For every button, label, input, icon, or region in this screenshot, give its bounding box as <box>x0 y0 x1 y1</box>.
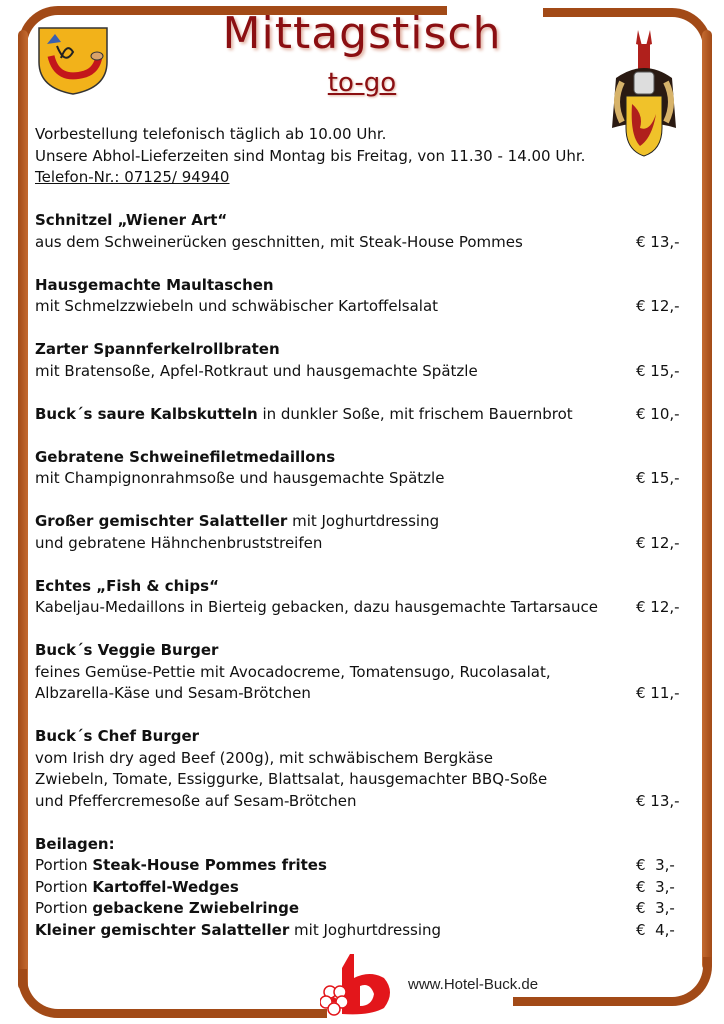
dish-name: Großer gemischter Salatteller <box>35 512 288 530</box>
intro-preorder: Vorbestellung telefonisch täglich ab 10.00 Uhr. <box>35 125 387 143</box>
dish-text: mit Bratensoße, Apfel-Rotkraut und hausgemachte Spätzle <box>35 361 478 380</box>
frame-border <box>18 969 327 1018</box>
side-dish-item <box>35 877 685 899</box>
side-dish-price: € 3,- <box>636 877 675 896</box>
dish-name: Hausgemachte Maultaschen <box>35 275 274 294</box>
website-link[interactable]: www.Hotel-Buck.de <box>408 976 539 993</box>
sides-heading-text: Beilagen: <box>35 834 115 853</box>
menu-item-description <box>35 662 685 684</box>
menu-item <box>35 275 685 318</box>
sides-heading <box>35 834 685 856</box>
dish-name: Buck´s Chef Burger <box>35 727 200 745</box>
menu-item-title <box>35 640 685 662</box>
dish-text: mit Schmelzzwiebeln und schwäbischer Kartoffelsalat <box>35 297 439 315</box>
dish-name: Gebratene Schweinefiletmedaillons <box>35 447 336 466</box>
menu-item-price: € 12,- <box>636 533 680 552</box>
menu-item-title <box>35 726 685 748</box>
dish-text: aus dem Schweinerücken geschnitten, mit Steak-House Pommes <box>35 232 523 251</box>
hotel-buck-logo-icon <box>320 952 395 1016</box>
menu-item-price: € 15,- <box>636 361 680 380</box>
menu-item-price: € 13,- <box>636 232 680 251</box>
menu-item-title <box>35 447 685 469</box>
menu-item-price: € 13,- <box>636 791 680 810</box>
menu-item-title <box>35 404 685 426</box>
frame-border <box>513 957 712 1006</box>
dish-name: Echtes „Fish & chips“ <box>35 576 219 595</box>
side-dish-text: mit Joghurtdressing <box>289 920 442 939</box>
side-dish-name: gebackene Zwiebelringe <box>92 899 300 917</box>
menu-item-title <box>35 275 685 297</box>
side-dish-item <box>35 898 685 920</box>
side-dish-price: € 3,- <box>636 856 675 874</box>
menu-list <box>35 210 685 812</box>
menu-item-title <box>35 511 685 533</box>
side-dish-text: Portion <box>35 877 93 896</box>
menu-item-title <box>35 210 685 232</box>
page-title: Mittagstisch <box>222 8 502 59</box>
menu-content <box>35 124 685 963</box>
dish-text: vom Irish dry aged Beef (200g), mit schwäbischem Bergkäse <box>35 748 493 767</box>
intro-hours: Unsere Abhol-Lieferzeiten sind Montag bis Freitag, von 11.30 - 14.00 Uhr. <box>35 146 586 165</box>
side-dish-name: Kleiner gemischter Salatteller <box>35 920 290 939</box>
menu-item-description <box>35 468 685 490</box>
menu-item-description <box>35 597 685 619</box>
dish-name: Schnitzel „Wiener Art“ <box>35 211 228 229</box>
dish-text: in dunkler Soße, mit frischem Bauernbrot <box>257 404 573 423</box>
menu-item-description <box>35 683 685 705</box>
menu-item <box>35 404 685 426</box>
page-subtitle: to-go <box>327 68 397 98</box>
dish-text: Albzarella-Käse und Sesam-Brötchen <box>35 684 311 702</box>
menu-item-price: € 11,- <box>636 684 680 702</box>
dish-name: Zarter Spannferkelrollbraten <box>35 340 280 358</box>
menu-item <box>35 511 685 554</box>
menu-item-price: € 15,- <box>636 469 680 487</box>
dish-text: mit Joghurtdressing <box>287 512 440 530</box>
menu-item-description <box>35 232 685 254</box>
dish-text: feines Gemüse-Pettie mit Avocadocreme, Tomatensugo, Rucolasalat, <box>35 662 551 681</box>
menu-item <box>35 576 685 619</box>
dish-text: Zwiebeln, Tomate, Essiggurke, Blattsalat, hausgemachter BBQ-Soße <box>35 770 548 788</box>
side-dish-text: Portion <box>35 856 93 874</box>
dish-name: Buck´s saure Kalbskutteln <box>35 404 258 423</box>
menu-item-description <box>35 791 685 813</box>
menu-item <box>35 640 685 705</box>
side-dish-text: Portion <box>35 899 93 917</box>
menu-item-price: € 12,- <box>636 297 680 315</box>
menu-item-title <box>35 339 685 361</box>
side-dish-item <box>35 855 685 877</box>
dish-text: Kabeljau-Medaillons in Bierteig gebacken, dazu hausgemachte Tartarsauce <box>35 598 598 616</box>
side-dish-item <box>35 920 685 942</box>
menu-item <box>35 339 685 382</box>
menu-item-description <box>35 769 685 791</box>
side-dish-name: Kartoffel-Wedges <box>92 877 239 896</box>
side-dish-price: € 4,- <box>636 920 675 939</box>
intro-info <box>35 124 685 189</box>
menu-item-description <box>35 533 685 555</box>
sides-section <box>35 834 685 942</box>
menu-item <box>35 726 685 812</box>
menu-item-description <box>35 361 685 383</box>
dish-name: Buck´s Veggie Burger <box>35 641 219 659</box>
menu-item-description <box>35 748 685 770</box>
frame-border <box>702 30 712 970</box>
menu-item-price: € 10,- <box>636 404 680 423</box>
menu-item-price: € 12,- <box>636 598 680 616</box>
frame-border <box>18 30 28 990</box>
menu-item <box>35 210 685 253</box>
side-dish-price: € 3,- <box>636 899 675 917</box>
menu-item-description <box>35 296 685 318</box>
dish-text: und Pfeffercremesoße auf Sesam-Brötchen <box>35 791 357 810</box>
dish-text: mit Champignonrahmsoße und hausgemachte Spätzle <box>35 469 445 487</box>
menu-item <box>35 447 685 490</box>
intro-phone: Telefon-Nr.: 07125/ 94940 <box>35 168 230 186</box>
menu-item-title <box>35 576 685 598</box>
dish-text: und gebratene Hähnchenbruststreifen <box>35 533 323 552</box>
side-dish-name: Steak-House Pommes frites <box>92 856 327 874</box>
